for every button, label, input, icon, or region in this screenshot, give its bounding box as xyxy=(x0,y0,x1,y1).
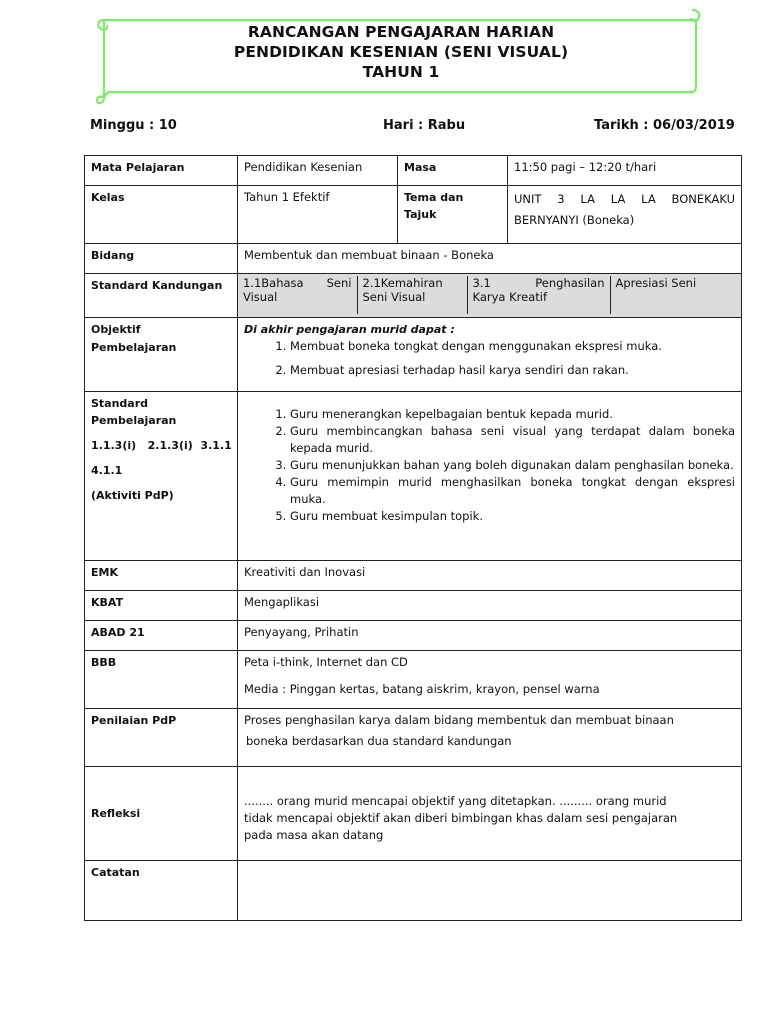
tema-value-line: BERNYANYI (Boneka) xyxy=(514,213,635,227)
list-item: 2. Membuat apresiasi terhadap hasil karya sendiri dan rakan. xyxy=(290,362,735,379)
sk-cell-line: Visual xyxy=(243,290,278,304)
objektif-label xyxy=(85,318,238,392)
catatan-value xyxy=(238,861,742,921)
refleksi-value-line: tidak mencapai objektif akan diberi bimbingan khas dalam sesi pengajaran xyxy=(244,810,678,825)
bidang-value: Membentuk dan membuat binaan - Boneka xyxy=(238,244,742,274)
list-item: 4. Guru memimpin murid menghasilkan boneka tongkat dengan ekspresi muka. xyxy=(290,474,735,508)
kelas-label: Kelas xyxy=(85,186,238,244)
tema-value-line: UNIT 3 LA LA LA BONEKAKU xyxy=(514,192,736,206)
table-row xyxy=(85,621,742,651)
bbb-value-line: Media : Pinggan kertas, batang aiskrim, krayon, pensel warna xyxy=(244,682,600,696)
catatan-label: Catatan xyxy=(85,861,238,921)
penilaian-label: Penilaian PdP xyxy=(85,709,238,767)
kbat-label: KBAT xyxy=(85,591,238,621)
table-row xyxy=(85,561,742,591)
list-item: 2. Guru membincangkan bahasa seni visual yang terdapat dalam boneka kepada murid. xyxy=(290,423,735,457)
objektif-label-line: Objektif xyxy=(91,323,141,336)
table-row xyxy=(85,244,742,274)
bbb-value xyxy=(238,651,742,709)
tema-label-line: Tajuk xyxy=(404,208,437,221)
title-line-2: PENDIDIKAN KESENIAN (SENI VISUAL) xyxy=(233,43,569,61)
refleksi-value xyxy=(238,767,742,861)
standard-kandungan-cells xyxy=(238,274,742,318)
banner-title xyxy=(96,22,706,82)
table-row xyxy=(85,186,742,244)
standard-kandungan-label: Standard Kandungan xyxy=(85,274,238,318)
mata-pelajaran-value: Pendidikan Kesenian xyxy=(238,156,398,186)
tema-label xyxy=(398,186,508,244)
bidang-label: Bidang xyxy=(85,244,238,274)
sk-cell-2 xyxy=(357,276,467,314)
standard-kandungan-subgrid xyxy=(238,276,742,314)
masa-value: 11:50 pagi – 12:20 t/hari xyxy=(508,156,742,186)
sp-label-line: 4.1.1 xyxy=(91,464,123,477)
sk-cell-line: Karya Kreatif xyxy=(472,290,548,304)
hari-text: Hari : Rabu xyxy=(383,118,466,133)
sk-cell-4 xyxy=(610,276,742,314)
tema-value xyxy=(508,186,742,244)
objektif-intro: Di akhir pengajaran murid dapat : xyxy=(244,323,455,336)
table-row xyxy=(85,392,742,561)
list-item: 3. Guru menunjukkan bahan yang boleh digunakan dalam penghasilan boneka. xyxy=(290,457,735,474)
sk-cell-line: 3.1 Penghasilan xyxy=(472,276,605,290)
sk-cell-1 xyxy=(238,276,357,314)
objektif-label-line: Pembelajaran xyxy=(91,341,177,354)
abad-value: Penyayang, Prihatin xyxy=(238,621,742,651)
table-row xyxy=(85,651,742,709)
minggu-text: Minggu : 10 xyxy=(90,118,177,133)
table-row xyxy=(85,274,742,318)
standard-pembelajaran-label xyxy=(85,392,238,561)
penilaian-value xyxy=(238,709,742,767)
table-row xyxy=(85,156,742,186)
bbb-value-line: Peta i-think, Internet dan CD xyxy=(244,655,408,669)
list-item: 1. Guru menerangkan kepelbagaian bentuk kepada murid. xyxy=(290,406,735,423)
bbb-label: BBB xyxy=(85,651,238,709)
sp-label-line: (Aktiviti PdP) xyxy=(91,489,174,502)
sp-label-line: Pembelajaran xyxy=(91,414,177,427)
refleksi-value-line: pada masa akan datang xyxy=(244,827,384,842)
standard-pembelajaran-value xyxy=(238,392,742,561)
table-row xyxy=(85,861,742,921)
lesson-plan-table xyxy=(84,155,742,921)
title-line-1: RANCANGAN PENGAJARAN HARIAN xyxy=(247,23,555,41)
refleksi-value-line: ........ orang murid mencapai objektif yang ditetapkan. ......... orang murid xyxy=(244,793,667,808)
title-scroll-banner xyxy=(96,6,706,106)
aktiviti-list xyxy=(244,406,735,525)
table-row xyxy=(85,591,742,621)
objektif-value xyxy=(238,318,742,392)
emk-value: Kreativiti dan Inovasi xyxy=(238,561,742,591)
emk-label: EMK xyxy=(85,561,238,591)
kbat-value: Mengaplikasi xyxy=(238,591,742,621)
table-row xyxy=(85,709,742,767)
sp-label-line: Standard xyxy=(91,397,149,410)
objektif-list xyxy=(244,338,735,379)
refleksi-label: Refleksi xyxy=(85,767,238,861)
table-row xyxy=(85,318,742,392)
penilaian-value-line: boneka berdasarkan dua standard kandungan xyxy=(246,734,512,748)
tarikh-text: Tarikh : 06/03/2019 xyxy=(594,118,735,133)
masa-label: Masa xyxy=(398,156,508,186)
tema-label-line: Tema dan xyxy=(404,191,464,204)
sk-cell-line: 1.1Bahasa Seni xyxy=(243,276,352,290)
sk-cell-line: Seni Visual xyxy=(362,290,426,304)
sp-label-line: 1.1.3(i) 2.1.3(i) 3.1.1 xyxy=(91,439,232,452)
sk-cell-line: 2.1Kemahiran xyxy=(362,276,443,290)
title-line-3: TAHUN 1 xyxy=(362,63,440,81)
mata-pelajaran-label: Mata Pelajaran xyxy=(85,156,238,186)
penilaian-value-line: Proses penghasilan karya dalam bidang membentuk dan membuat binaan xyxy=(244,713,674,727)
table-row xyxy=(85,767,742,861)
sk-cell-line: Apresiasi Seni xyxy=(615,276,697,290)
list-item: 5. Guru membuat kesimpulan topik. xyxy=(290,508,735,525)
sk-cell-3 xyxy=(467,276,610,314)
kelas-value: Tahun 1 Efektif xyxy=(238,186,398,244)
abad-label: ABAD 21 xyxy=(85,621,238,651)
list-item: 1. Membuat boneka tongkat dengan menggunakan ekspresi muka. xyxy=(290,338,735,355)
